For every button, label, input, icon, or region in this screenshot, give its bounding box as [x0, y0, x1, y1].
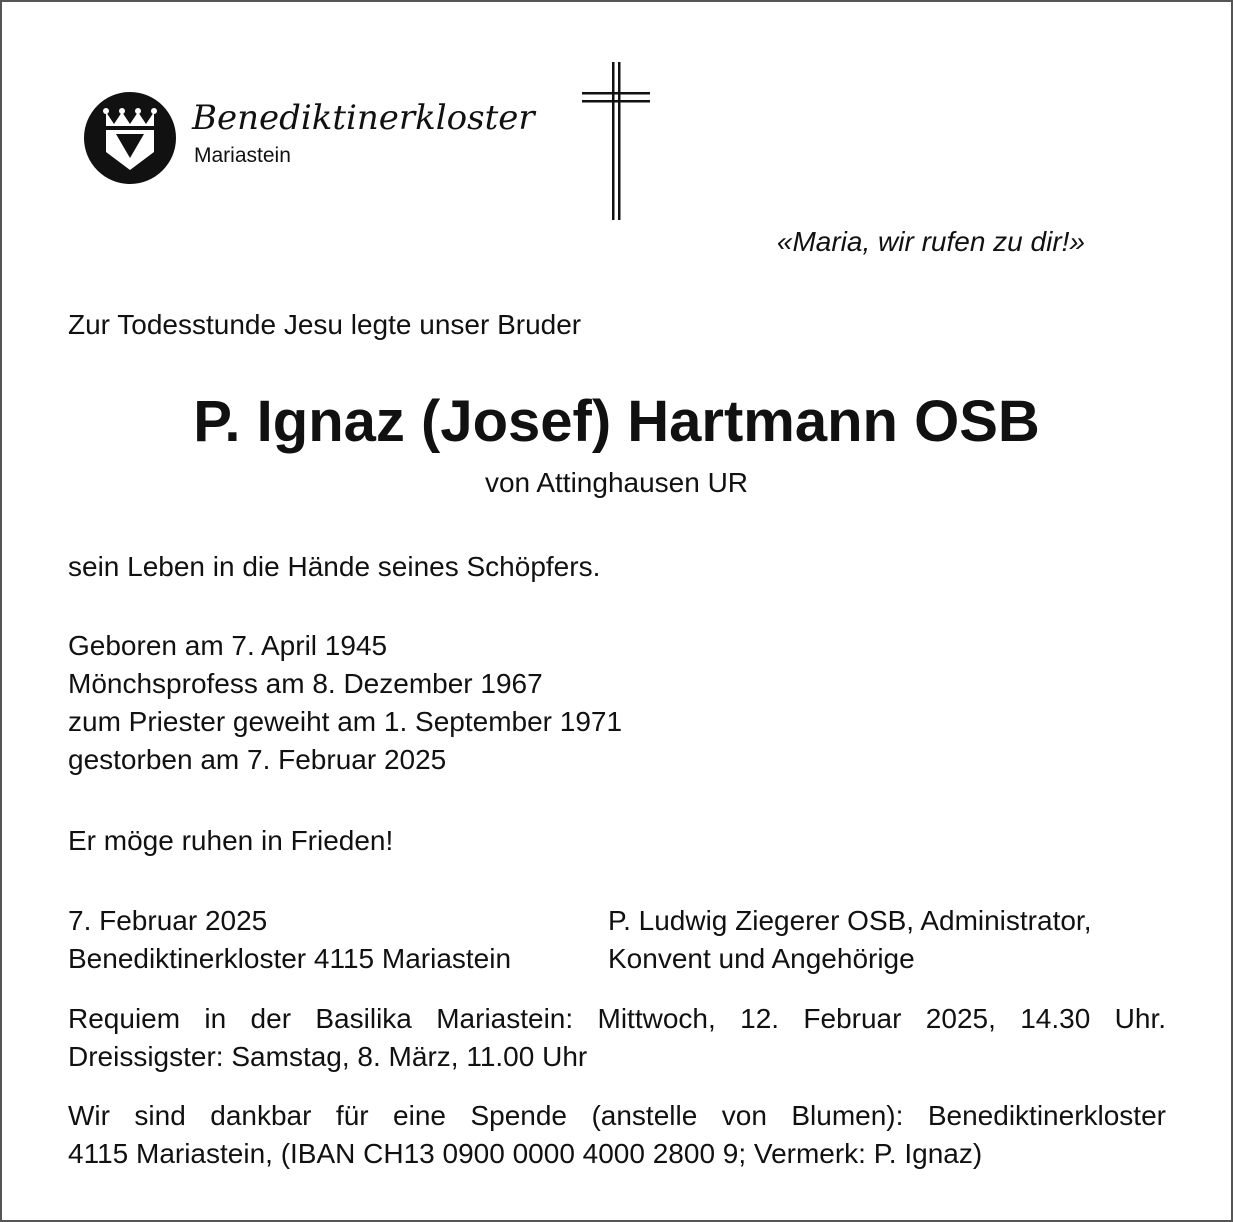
- donation-info: [68, 1097, 1166, 1173]
- life-dates: [68, 627, 622, 779]
- motto: «Maria, wir rufen zu dir!»: [776, 226, 1085, 257]
- service-info: [68, 1000, 1166, 1076]
- cross-icon: [582, 62, 650, 220]
- signature-signer: P. Ludwig Ziegerer OSB, Administrator,: [608, 905, 1092, 936]
- outro-text: sein Leben in die Hände seines Schöpfers.: [68, 551, 601, 582]
- donation-line: 4115 Mariastein, (IBAN CH13 0900 0000 4000 2800 9; Vermerk: P. Ignaz): [68, 1138, 983, 1169]
- signature-signers: [608, 902, 1092, 978]
- logo-subtitle: Mariastein: [194, 144, 291, 167]
- date-line: zum Priester geweiht am 1. September 1971: [68, 706, 623, 737]
- date-line: Mönchsprofess am 8. Dezember 1967: [68, 668, 543, 699]
- signature-group: Konvent und Angehörige: [608, 943, 915, 974]
- date-line: Geboren am 7. April 1945: [68, 630, 388, 661]
- monastery-logo: [84, 92, 544, 184]
- thirtieth-day-line: Dreissigster: Samstag, 8. März, 11.00 Uhr: [68, 1041, 588, 1072]
- blessing-text: Er möge ruhen in Frieden!: [68, 825, 394, 856]
- crowned-heart-emblem-icon: [84, 92, 176, 184]
- signature-place: Benediktinerkloster 4115 Mariastein: [68, 943, 512, 974]
- deceased-name: P. Ignaz (Josef) Hartmann OSB: [193, 389, 1040, 454]
- deceased-origin: von Attinghausen UR: [484, 467, 749, 498]
- intro-text: Zur Todesstunde Jesu legte unser Bruder: [68, 309, 582, 340]
- requiem-line: Requiem in der Basilika Mariastein: Mittwoch, 12. Februar 2025, 14.30 Uhr.: [68, 1003, 1166, 1034]
- signature-date: 7. Februar 2025: [68, 905, 268, 936]
- logo-name: Benediktinerkloster: [192, 98, 535, 138]
- donation-line: Wir sind dankbar für eine Spende (anstelle von Blumen): Benediktinerkloster: [68, 1100, 1166, 1131]
- signature-date-place: [68, 902, 511, 978]
- date-line: gestorben am 7. Februar 2025: [68, 744, 447, 775]
